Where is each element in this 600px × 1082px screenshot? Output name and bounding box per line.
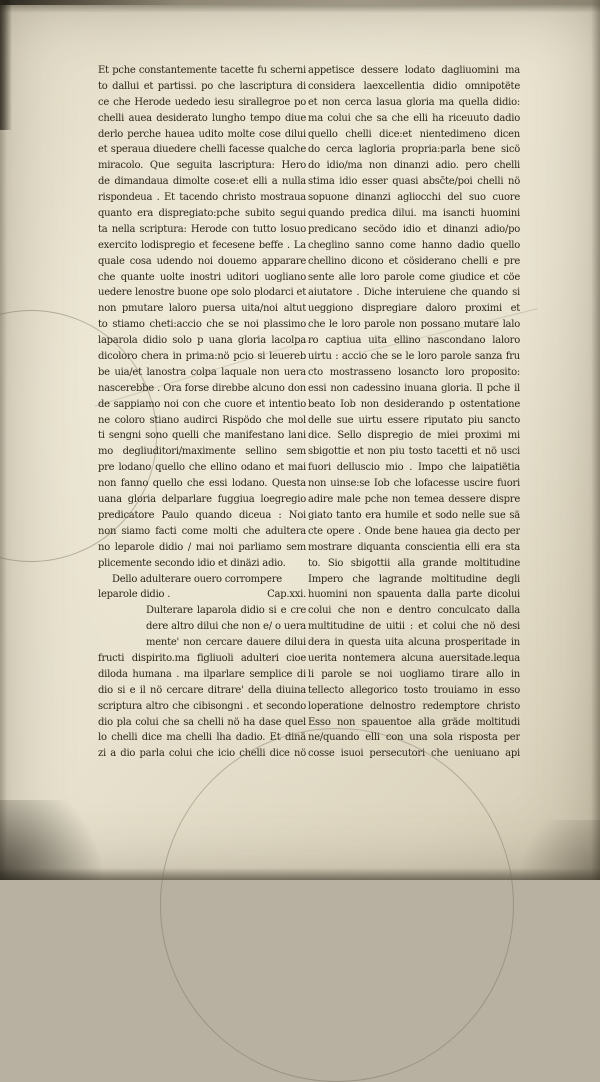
text-line: exercito lodispregio et fecesene beffe . La [98, 239, 306, 251]
watermark-circle-bottom [160, 728, 514, 1082]
text-line: non uinse:se Iob che lofacesse uscire fuori [308, 478, 520, 490]
text-line: delle sue uirtu essere riputato piu sancto [308, 414, 520, 426]
text-line: Impero che lagrande moltitudine degli [308, 573, 520, 585]
text-line: dera in questa uita alcuna prosperitade in [308, 637, 520, 649]
text-line: Esso non spauentoe alla gräde moltitudi [308, 716, 520, 728]
text-line: huomini non spauenta dalla parte dicolui [308, 589, 520, 601]
scan-edge-right [591, 0, 600, 880]
text-line: colui che non e dentro conculcato dalla [308, 605, 520, 617]
text-line: de dimandaua dimolte cose:et elli a nulla [98, 176, 306, 188]
text-line: cte opere . Onde bene hauea gia decto per [308, 525, 520, 537]
text-line: ma colui che sa che elli ha riceuuto dadio [308, 112, 520, 124]
text-line: plicemente secondo idio et dinäzi adio. [98, 557, 286, 569]
text-line: to. Sio sbigottii alla grande moltitudine [308, 557, 520, 569]
text-line: dio pla colui che sa chelli nö ha dase quel [98, 716, 306, 728]
text-line: giato tanto era humile et sodo nelle sue sä [308, 509, 520, 521]
text-line: beato Iob non desiderando p ostentatione [308, 398, 520, 410]
text-line: mente' non cercare dauere dilui [146, 637, 306, 649]
text-line: non siamo facti come molti che adultera [98, 525, 306, 537]
text-line: do cerca lagloria propria:parla bene sicö [308, 144, 520, 156]
text-line: appetisce dessere lodato dagliuomini ma [308, 65, 520, 76]
chapter-heading-text: leparole didio . [98, 589, 171, 601]
text-line: dio si e il nö cercare ditrare' della diuina [98, 684, 306, 696]
chapter-paragraph [98, 651, 306, 762]
text-line: to stiamo cheti:accio che se noi plassimo [98, 319, 306, 331]
text-line: non fanno quello che essi lodano. Questa [98, 478, 306, 490]
scan-corner-bottom-left [0, 800, 120, 880]
text-line: uirtu : accio che se le loro parole sanza fru [308, 351, 520, 363]
text-line: quando predica dilui. ma isancti huomini [308, 208, 520, 220]
text-line: miracolo. Que seguita lascriptura: Hero [98, 160, 306, 172]
text-line: dice. Sello dispregio de miei proximi mi [308, 430, 520, 442]
text-line: to dallui et partissi. po che lascriptura di [98, 80, 306, 92]
text-line: no leparole didio / mai noi parliamo sem [98, 541, 306, 553]
text-line: laparola didio solo p uana gloria lacolpa [98, 335, 306, 347]
text-line: de sappiamo noi con che cuore et intentio [98, 398, 306, 410]
right-paragraph [308, 63, 520, 762]
text-line: sente alle loro parole come giudice et cöe [308, 271, 520, 283]
text-line: loperatione delnostro redemptore christo [308, 700, 520, 712]
text-line: zi a dio parla colui che icio chelli dice nö [98, 748, 306, 760]
scan-edge-top-shadow [0, 5, 600, 13]
text-line: chelli auea desiderato lungho tempo diue [98, 112, 306, 124]
text-line: che le loro parole non possano mutare lalo [308, 319, 520, 331]
left-paragraph [98, 63, 306, 572]
text-line: derlo perche hauea udito molte cose dilui [98, 128, 306, 140]
text-line: fructi dispirito.ma figliuoli adulteri cioe [98, 652, 306, 664]
right-text-column [308, 63, 520, 762]
text-line: sopuone dinanzi agliocchi del suo cuore [308, 192, 520, 204]
text-line: et non cerca lasua gloria ma quella didio: [308, 96, 520, 108]
text-line: mo degliuditori/maximente sellino sem [98, 446, 306, 458]
text-line: quanto era dispregiato:pche subito segui [98, 208, 306, 220]
text-line: ti sengni sono quelli che manifestano lani [98, 430, 306, 442]
text-line: tellecto allegorico tosto trouiamo in esso [308, 684, 520, 696]
text-line: nascerebbe . Ora forse direbbe alcuno don [98, 382, 306, 394]
text-line: pre lodano quello che ellino odano et mai [98, 462, 306, 474]
text-line: be uia/et lanostra colpa laquale non uera [98, 366, 306, 378]
left-text-column [98, 63, 306, 762]
text-line: aiutatore . Diche interuiene che quando si [308, 287, 520, 299]
text-line: adire male pche non temea dessere dispre [308, 494, 520, 506]
text-line: Dulterare laparola didio si e cre [146, 605, 306, 617]
text-line: scriptura altro che cibisongni . et secondo [98, 700, 306, 712]
text-line: rispondeua . Et tacendo christo mostraua [98, 192, 306, 204]
text-line: sbigottie et non piu tosto tacetti et nö usci [308, 446, 520, 458]
text-line: Et pche constantemente tacette fu scherni [98, 65, 306, 76]
text-line: diloda humana . ma ilparlare semplice di [98, 668, 306, 680]
text-line: cto mostrasseno losancto loro proposito: [308, 366, 520, 378]
text-line: et speraua diuedere chelli facesse qualche [98, 144, 306, 156]
scan-corner-bottom-right [510, 820, 600, 880]
text-line: lo chelli dice ma chelli lha dadio. Et dinä [98, 732, 306, 744]
text-line: cheglino sanno come hanno dadio quello [308, 239, 520, 251]
text-line: considera laexcellentia didio omnipotëte [308, 80, 520, 92]
text-line: uedere lenostre buone ope solo plodarci et [98, 287, 306, 299]
text-line: ne coloro stiano audirci Rispödo che mol [98, 414, 306, 426]
text-line: ta nella scriptura: Herode con tutto losuo [98, 223, 306, 235]
text-line: essi non cadessino inuana gloria. Il pche il [308, 382, 520, 394]
text-line: mostrare diquanta conscientia elli era sta [308, 541, 520, 553]
chapter-heading-line1: Dello adulterare ouero corrompere [112, 573, 282, 585]
text-line: cosse isuoi persecutori che ueniuano api [308, 748, 520, 760]
text-line: li parole se noi uogliamo tirare allo in [308, 668, 520, 680]
text-line: uana gloria delparlare fuggiua loegregio [98, 494, 306, 506]
chapter-heading-line2 [98, 587, 306, 603]
text-line: ne/quando elli con una sola risposta per [308, 732, 520, 744]
text-line: multitudine de uitii : et colui che nö desi [308, 621, 520, 633]
text-line: fuori delluscio mio . Impo che laipatiëtia [308, 462, 520, 474]
text-line: predicatore Paulo quando diceua : Noi [98, 509, 306, 521]
chapter-number: Cap.xxi. [267, 589, 306, 601]
text-line: quale cosa udendo noi douemo apparare [98, 255, 306, 267]
text-line: che quante uolte inostri uditori uogliano [98, 271, 306, 283]
text-line: dicoloro chera in prima:nö pcio si leuereb [98, 351, 306, 363]
text-line: non pmutare laloro puersa uita/noi altut [98, 303, 306, 315]
text-line: do idio/ma non dinanzi adio. pero chelli [308, 160, 520, 172]
text-line: dere altro dilui che non e/ o uera [146, 621, 306, 633]
text-line: ro captiua uita ellino nascondano laloro [308, 335, 520, 347]
chapter-heading [98, 572, 306, 604]
scan-edge-left [0, 0, 7, 880]
text-line: ce che Herode uededo iesu sirallegroe po [98, 96, 306, 108]
text-line: quello chelli dice:et nientedimeno dicen [308, 128, 520, 140]
text-line: predicano secödo idio et dinanzi adio/po [308, 223, 520, 235]
chapter-paragraph-indented [98, 603, 306, 651]
text-line: chellino dicono et cösiderano chelli e pre [308, 255, 520, 267]
text-line: uerita nontemera alcuna auersitade.lequa [308, 652, 520, 664]
text-line: stima idio esser quasi absc̄te/poi chelli nö [308, 176, 520, 188]
text-line: ueggiono dispregiare daloro proximi et [308, 303, 520, 315]
